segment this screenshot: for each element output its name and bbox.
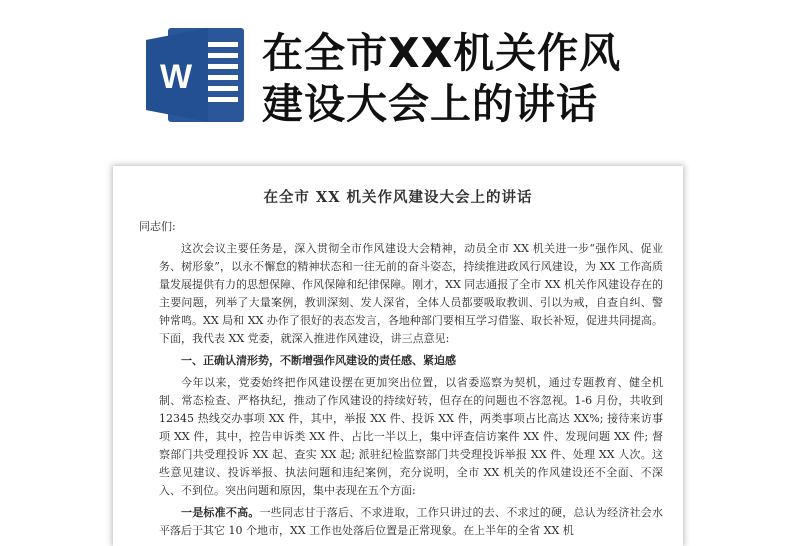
document-salutation: 同志们: — [139, 220, 176, 233]
document-section-heading-1: 一、正确认清形势，不断增强作风建设的责任感、紧迫感 — [181, 354, 456, 367]
page-title-line-1: 在全市XX机关作风 — [262, 29, 622, 77]
document-page — [113, 166, 683, 546]
svg-text:W: W — [159, 58, 193, 96]
document-paragraph-1: 这次会议主要任务是，深入贯彻全市作风建设大会精神，动员全市 XX 机关进一步“强作风、促业务、树形象”，以永不懈怠的精神状态和一往无前的奋斗姿态，持续推进政风行风建设，为 XX 工作高质量发展提供有力的思想保障、作风保障和纪律保障。刚才，XX 同志通报了全市 XX 机关作风建设存在的主要问题，列举了大量案例，教训深刻、发人深省，全体人员都要吸取教训、引以为戒，自查自纠、警钟常鸣。XX 局和 XX 办作了很好的表态发言，各地种部门要相互学习借鉴、取长补短，促进共同提高。下面，我代表 XX 党委，就深入推进作风建设，讲三点意见: — [159, 242, 663, 345]
page-title — [262, 28, 782, 130]
word-icon — [146, 22, 248, 128]
document-paragraph-3-body: 一些同志甘于落后、不求进取，工作只讲过的去、不求过的硬，总认为经济社会水平落后于其它 10 个地市，XX 工作也处落后位置是正常现象。在上半年的全省 XX 机 — [159, 506, 663, 537]
page-title-line-2: 建设大会上的讲话 — [262, 80, 598, 128]
document-paragraph-2: 今年以来，党委始终把作风建设摆在更加突出位置，以省委巡察为契机，通过专题教育、健全机制、常态检查、严格执纪，推动了作风建设的持续好转，但存在的问题也不容忽视。1-6 月份，共收到 12345 热线交办事项 XX 件，其中，举报 XX 件、投诉 XX 件，两类事项占比高达 XX%; 接待来访事项 XX 件，其中，控告申诉类 XX 件、占比一半以上，集中评查信访案件 XX 件、发现问题 XX 件; 督察部门共受理投诉 XX 起、查实 XX 起; 派驻纪检监察部门共受理投诉举报 XX 件、处理 XX 人次。这些意见建议、投诉举报、执法问题和违纪案例，充分说明，全市 XX 机关的作风建设还不全面、不深入、不到位。突出问题和原因，集中表现在五个方面: — [159, 376, 663, 497]
document-paragraph-3-lead: 一是标准不高。 — [181, 506, 260, 519]
document-paragraph-3 — [159, 504, 663, 540]
document-title: 在全市 XX 机关作风建设大会上的讲话 — [263, 189, 533, 206]
